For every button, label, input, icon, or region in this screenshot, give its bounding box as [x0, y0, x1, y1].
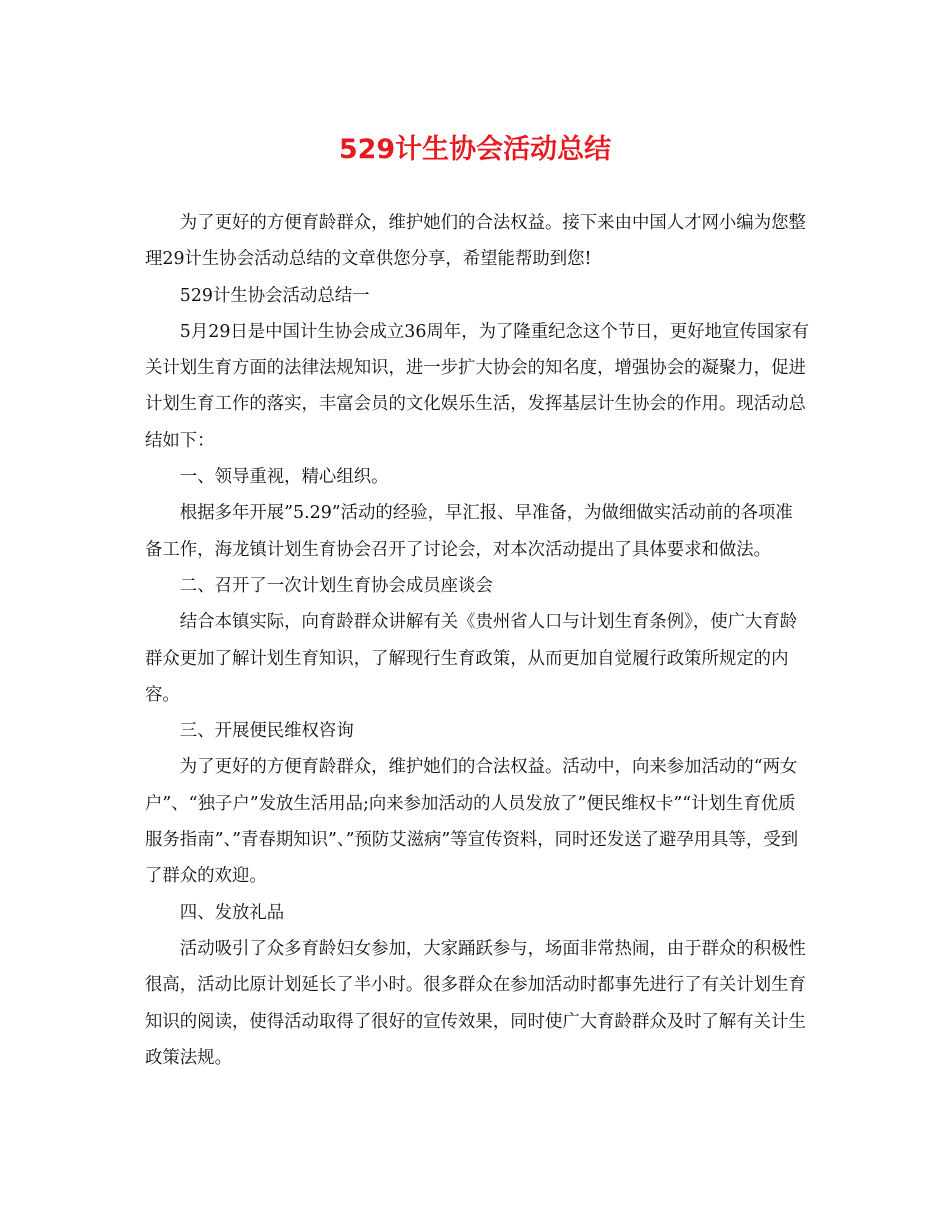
body-paragraph-4: 活动吸引了众多育龄妇女参加，大家踊跃参与，场面非常热闹，由于群众的积极性很高，活动比原计划延长了半小时。很多群众在参加活动时都事先进行了有关计划生育知识的阅读，使得活动取得了很好的宣传效果，同时使广大育龄群众及时了解有关计生政策法规。 — [145, 938, 806, 1068]
section-heading-2: 二、召开了一次计划生育协会成员座谈会 — [179, 575, 493, 596]
body-paragraph-1: 根据多年开展”5.29”活动的经验，早汇报、早准备，为做细做实活动前的各项准备工作，海龙镇计划生育协会召开了讨论会，对本次活动提出了具体要求和做法。 — [145, 503, 793, 560]
section-heading-summary-one: 529计生协会活动总结一 — [179, 285, 370, 306]
section-heading-3: 三、开展便民维权咨询 — [179, 721, 354, 742]
body-paragraph-background: 5月29日是中国计生协会成立36周年，为了隆重纪念这个节日，更好地宣传国家有关计划生育方面的法律法规知识，进一步扩大协会的知名度，增强协会的凝聚力，促进计划生育工作的落实，丰富会员的文化娱乐生活，发挥基层计生协会的作用。现活动总结如下： — [145, 321, 810, 451]
body-paragraph-2: 结合本镇实际，向育龄群众讲解有关《贵州省人口与计划生育条例》，使广大育龄群众更加了解计划生育知识，了解现行生育政策，从而更加自觉履行政策所规定的内容。 — [145, 612, 798, 705]
document-body — [145, 205, 809, 1076]
section-heading-4: 四、发放礼品 — [179, 902, 285, 923]
intro-paragraph: 为了更好的方便育龄群众，维护她们的合法权益。接下来由中国人才网小编为您整理29计生协会活动总结的文章供您分享，希望能帮助到您! — [145, 213, 806, 270]
section-heading-1: 一、领导重视，精心组织。 — [179, 467, 389, 488]
document-title: 529计生协会活动总结 — [338, 134, 612, 165]
body-paragraph-3: 为了更好的方便育龄群众，维护她们的合法权益。活动中，向来参加活动的“两女户”、“独子户”发放生活用品;向来参加活动的人员发放了”便民维权卡”“计划生育优质服务指南”、”青春期知识”、”预防艾滋病”等宣传资料，同时还发送了避孕用具等，受到了群众的欢迎。 — [145, 757, 799, 887]
